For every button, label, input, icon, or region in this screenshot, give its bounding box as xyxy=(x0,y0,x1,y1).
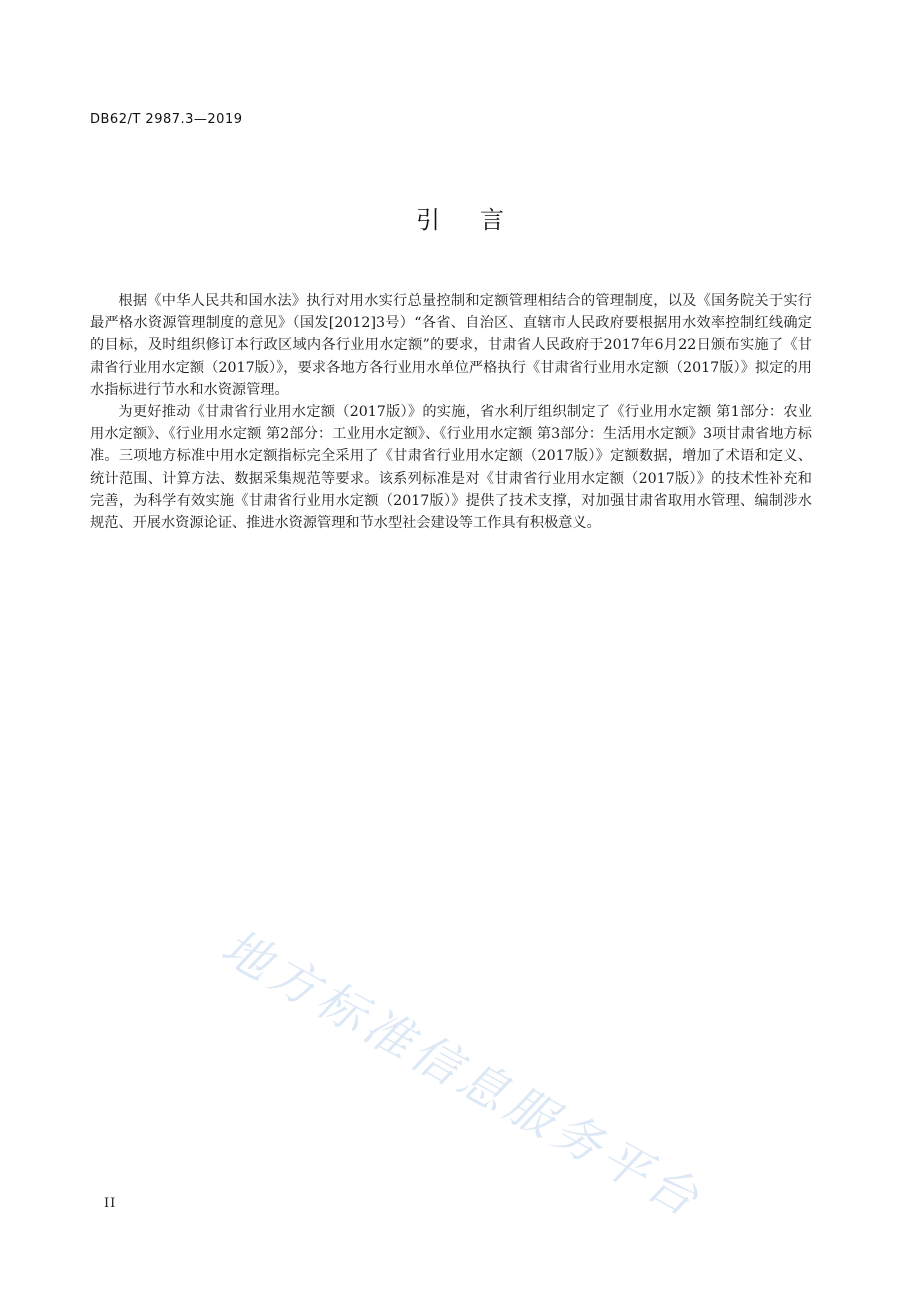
page-title: 引言 xyxy=(416,206,544,234)
watermark-text: 地方标准信息服务平台 xyxy=(212,918,712,1230)
paragraph: 为更好推动《甘肃省行业用水定额（2017版）》的实施，省水利厅组织制定了《行业用水定额 第1部分：农业用水定额》、《行业用水定额 第2部分：工业用水定额》、《行业用水定额 第3部分：生活用水定额》3项甘肃省地方标准。三项地方标准中用水定额指标完全采用了《甘肃省行业用水定额（2017版）》定额数据，增加了术语和定义、统计范围、计算方法、数据采集规范等要求。该系列标准是对《甘肃省行业用水定额（2017版）》的技术性补充和完善，为科学有效实施《甘肃省行业用水定额（2017版）》提供了技术支撑，对加强甘肃省取用水管理、编制涉水规范、开展水资源论证、推进水资源管理和节水型社会建设等工作具有积极意义。 xyxy=(90,404,812,532)
paragraph: 根据《中华人民共和国水法》执行对用水实行总量控制和定额管理相结合的管理制度，以及《国务院关于实行最严格水资源管理制度的意见》（国发[2012]3号）“各省、自治区、直辖市人民政府要根据用水效率控制红线确定的目标，及时组织修订本行政区域内各行业用水定额”的要求，甘肃省人民政府于2017年6月22日颁布实施了《甘肃省行业用水定额（2017版）》，要求各地方各行业用水单位严格执行《甘肃省行业用水定额（2017版）》拟定的用水指标进行节水和水资源管理。 xyxy=(90,293,812,398)
standard-code: DB62/T 2987.3—2019 xyxy=(90,112,243,127)
introduction-body xyxy=(90,290,812,534)
page-number: II xyxy=(104,1196,117,1211)
